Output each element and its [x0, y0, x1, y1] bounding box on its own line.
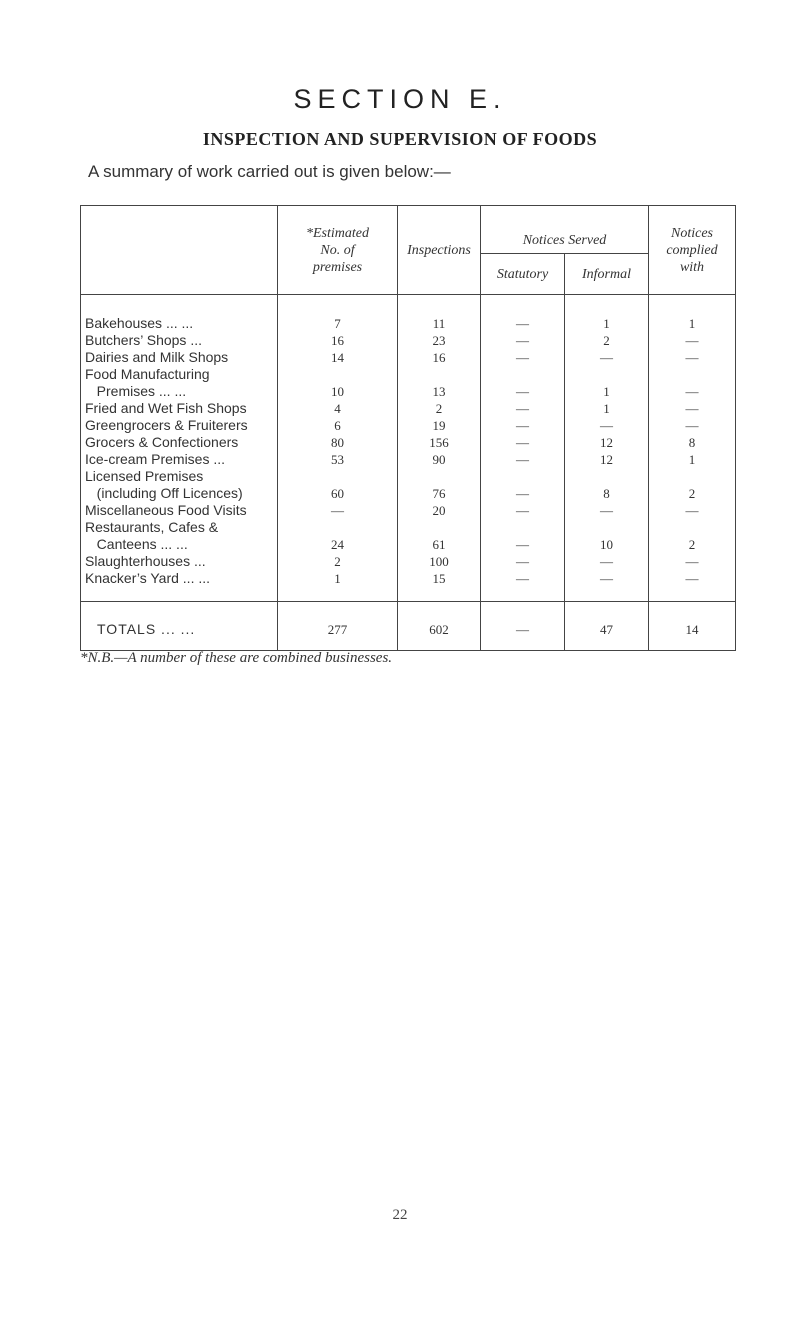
cell-value: — — [685, 333, 699, 348]
cell-value: — — [516, 537, 529, 552]
cell-statutory — [481, 332, 565, 349]
table-row — [81, 570, 736, 602]
cell-value: — — [685, 503, 699, 518]
totals-label: TOTALS ... ... — [81, 602, 278, 651]
cell-value: — — [600, 554, 613, 569]
row-label: Dairies and Milk Shops — [81, 349, 278, 366]
cell-inspections — [398, 451, 481, 468]
cell-value: 7 — [334, 316, 341, 331]
cell-inspections — [398, 502, 481, 519]
table-row — [81, 468, 736, 502]
cell-value: 8 — [688, 435, 696, 450]
table-row — [81, 502, 736, 519]
cell-value: 16 — [432, 350, 446, 365]
cell-value: 15 — [432, 571, 446, 586]
cell-value: 1 — [688, 316, 696, 331]
cell-inspections — [398, 366, 481, 400]
cell-value: — — [516, 384, 529, 399]
cell-premises — [278, 295, 398, 333]
cell-value: 12 — [600, 435, 613, 450]
cell-value: — — [685, 350, 699, 365]
cell-value: — — [516, 401, 529, 416]
cell-value: 14 — [331, 350, 344, 365]
cell-value: — — [685, 554, 699, 569]
footnote: *N.B.—A number of these are combined businesses. — [80, 650, 393, 666]
cell-informal — [565, 570, 649, 602]
cell-premises — [278, 417, 398, 434]
cell-statutory — [481, 349, 565, 366]
page-title: INSPECTION AND SUPERVISION OF FOODS — [202, 129, 598, 149]
cell-value: 20 — [432, 503, 446, 518]
table-row — [81, 349, 736, 366]
table-body — [81, 295, 736, 651]
table-row — [81, 400, 736, 417]
cell-inspections — [398, 519, 481, 553]
cell-value: — — [331, 503, 344, 518]
cell-inspections — [398, 400, 481, 417]
cell-premises — [278, 400, 398, 417]
cell-informal — [565, 553, 649, 570]
cell-informal — [565, 417, 649, 434]
cell-value: — — [685, 418, 699, 433]
cell-value: — — [685, 401, 699, 416]
cell-value: 1 — [603, 401, 610, 416]
cell-inspections — [398, 417, 481, 434]
cell-informal — [565, 349, 649, 366]
cell-inspections — [398, 295, 481, 333]
cell-statutory — [481, 400, 565, 417]
table-row — [81, 451, 736, 468]
row-label: Bakehouses ... ... — [81, 295, 278, 333]
cell-inspections — [398, 468, 481, 502]
cell-value: — — [516, 350, 529, 365]
cell-statutory — [481, 553, 565, 570]
row-label: Licensed Premises (including Off Licences) — [81, 468, 278, 502]
table-row — [81, 417, 736, 434]
cell-value: — — [516, 554, 529, 569]
cell-value: 1 — [688, 452, 696, 467]
total-complied: 14 — [649, 602, 736, 651]
cell-value: 16 — [331, 333, 344, 348]
cell-informal — [565, 502, 649, 519]
row-label: Miscellaneous Food Visits — [81, 502, 278, 519]
cell-value: — — [516, 316, 529, 331]
cell-premises — [278, 366, 398, 400]
cell-value: — — [516, 418, 529, 433]
cell-value: 8 — [603, 486, 610, 501]
cell-informal — [565, 519, 649, 553]
row-label: Restaurants, Cafes & Canteens ... ... — [81, 519, 278, 553]
cell-value: 60 — [331, 486, 344, 501]
table-row — [81, 366, 736, 400]
cell-value: 12 — [600, 452, 613, 467]
table-header — [81, 206, 736, 295]
row-label: Ice-cream Premises ... — [81, 451, 278, 468]
cell-value: 19 — [432, 418, 446, 433]
cell-value: — — [516, 486, 529, 501]
cell-value: 1 — [334, 571, 341, 586]
header-inspections: Inspections — [398, 206, 481, 295]
cell-value: — — [600, 418, 613, 433]
cell-value: — — [516, 435, 529, 450]
cell-inspections — [398, 349, 481, 366]
cell-statutory — [481, 451, 565, 468]
cell-informal — [565, 332, 649, 349]
row-label: Butchers’ Shops ... — [81, 332, 278, 349]
cell-value: 90 — [432, 452, 446, 467]
table-row — [81, 553, 736, 570]
cell-complied — [649, 349, 736, 366]
cell-value: 1 — [603, 384, 610, 399]
header-notices-complied: Notices complied with — [649, 206, 736, 295]
cell-value: 6 — [334, 418, 341, 433]
header-estimated-premises: *Estimated No. of premises — [278, 206, 398, 295]
cell-value: 13 — [432, 384, 446, 399]
table-row — [81, 332, 736, 349]
header-statutory: Statutory — [481, 254, 565, 295]
cell-value: 2 — [688, 537, 696, 552]
total-inspections: 602 — [398, 602, 481, 651]
row-label: Fried and Wet Fish Shops — [81, 400, 278, 417]
cell-value: 10 — [331, 384, 344, 399]
cell-value: 61 — [432, 537, 446, 552]
cell-inspections — [398, 570, 481, 602]
cell-complied — [649, 332, 736, 349]
inspection-table — [80, 205, 736, 651]
cell-informal — [565, 434, 649, 451]
cell-statutory — [481, 366, 565, 400]
cell-informal — [565, 400, 649, 417]
row-label: Greengrocers & Fruiterers — [81, 417, 278, 434]
cell-inspections — [398, 332, 481, 349]
cell-inspections — [398, 434, 481, 451]
cell-premises — [278, 434, 398, 451]
cell-value: — — [600, 350, 613, 365]
cell-value: 2 — [435, 401, 443, 416]
cell-statutory — [481, 295, 565, 333]
cell-statutory — [481, 417, 565, 434]
cell-complied — [649, 295, 736, 333]
page-number: 22 — [392, 1207, 408, 1223]
cell-value: — — [516, 333, 529, 348]
total-statutory: — — [481, 602, 565, 651]
cell-premises — [278, 451, 398, 468]
row-label: Knacker’s Yard ... ... — [81, 570, 278, 602]
cell-statutory — [481, 468, 565, 502]
cell-value: 53 — [331, 452, 344, 467]
cell-informal — [565, 295, 649, 333]
header-notices-served: Notices Served — [481, 206, 649, 254]
row-label: Food Manufacturing Premises ... ... — [81, 366, 278, 400]
cell-informal — [565, 451, 649, 468]
total-premises: 277 — [278, 602, 398, 651]
cell-premises — [278, 332, 398, 349]
header-informal: Informal — [565, 254, 649, 295]
total-informal: 47 — [565, 602, 649, 651]
cell-statutory — [481, 570, 565, 602]
section-title: SECTION E. — [293, 84, 507, 114]
header-premises-type — [81, 206, 278, 295]
cell-statutory — [481, 502, 565, 519]
row-label: Grocers & Confectioners — [81, 434, 278, 451]
cell-value: — — [685, 384, 699, 399]
cell-value: — — [516, 503, 529, 518]
cell-value: 2 — [603, 333, 610, 348]
cell-premises — [278, 349, 398, 366]
cell-complied — [649, 366, 736, 400]
cell-complied — [649, 451, 736, 468]
cell-value: — — [516, 571, 529, 586]
cell-premises — [278, 553, 398, 570]
cell-informal — [565, 468, 649, 502]
intro-text: A summary of work carried out is given below:— — [88, 162, 451, 181]
cell-value: 156 — [429, 435, 449, 450]
table-row — [81, 434, 736, 451]
table-row — [81, 295, 736, 333]
table-row — [81, 519, 736, 553]
cell-value: — — [600, 503, 613, 518]
cell-complied — [649, 417, 736, 434]
cell-premises — [278, 570, 398, 602]
cell-value: 76 — [432, 486, 446, 501]
cell-statutory — [481, 434, 565, 451]
cell-inspections — [398, 553, 481, 570]
cell-value: 1 — [603, 316, 610, 331]
cell-value: 23 — [432, 333, 446, 348]
cell-premises — [278, 502, 398, 519]
cell-complied — [649, 519, 736, 553]
totals-row — [81, 602, 736, 651]
cell-value: 4 — [334, 401, 341, 416]
cell-value: 100 — [429, 554, 449, 569]
cell-complied — [649, 570, 736, 602]
cell-complied — [649, 400, 736, 417]
cell-informal — [565, 366, 649, 400]
cell-premises — [278, 468, 398, 502]
cell-value: — — [685, 571, 699, 586]
cell-value: 24 — [331, 537, 344, 552]
cell-premises — [278, 519, 398, 553]
cell-complied — [649, 468, 736, 502]
inspection-table-container — [80, 205, 735, 651]
cell-value: 2 — [688, 486, 696, 501]
row-label: Slaughterhouses ... — [81, 553, 278, 570]
cell-value: 11 — [432, 316, 446, 331]
cell-complied — [649, 434, 736, 451]
cell-value: 10 — [600, 537, 613, 552]
cell-complied — [649, 553, 736, 570]
cell-value: 80 — [331, 435, 344, 450]
cell-complied — [649, 502, 736, 519]
cell-value: — — [516, 452, 529, 467]
cell-value: — — [600, 571, 613, 586]
cell-statutory — [481, 519, 565, 553]
cell-value: 2 — [334, 554, 341, 569]
